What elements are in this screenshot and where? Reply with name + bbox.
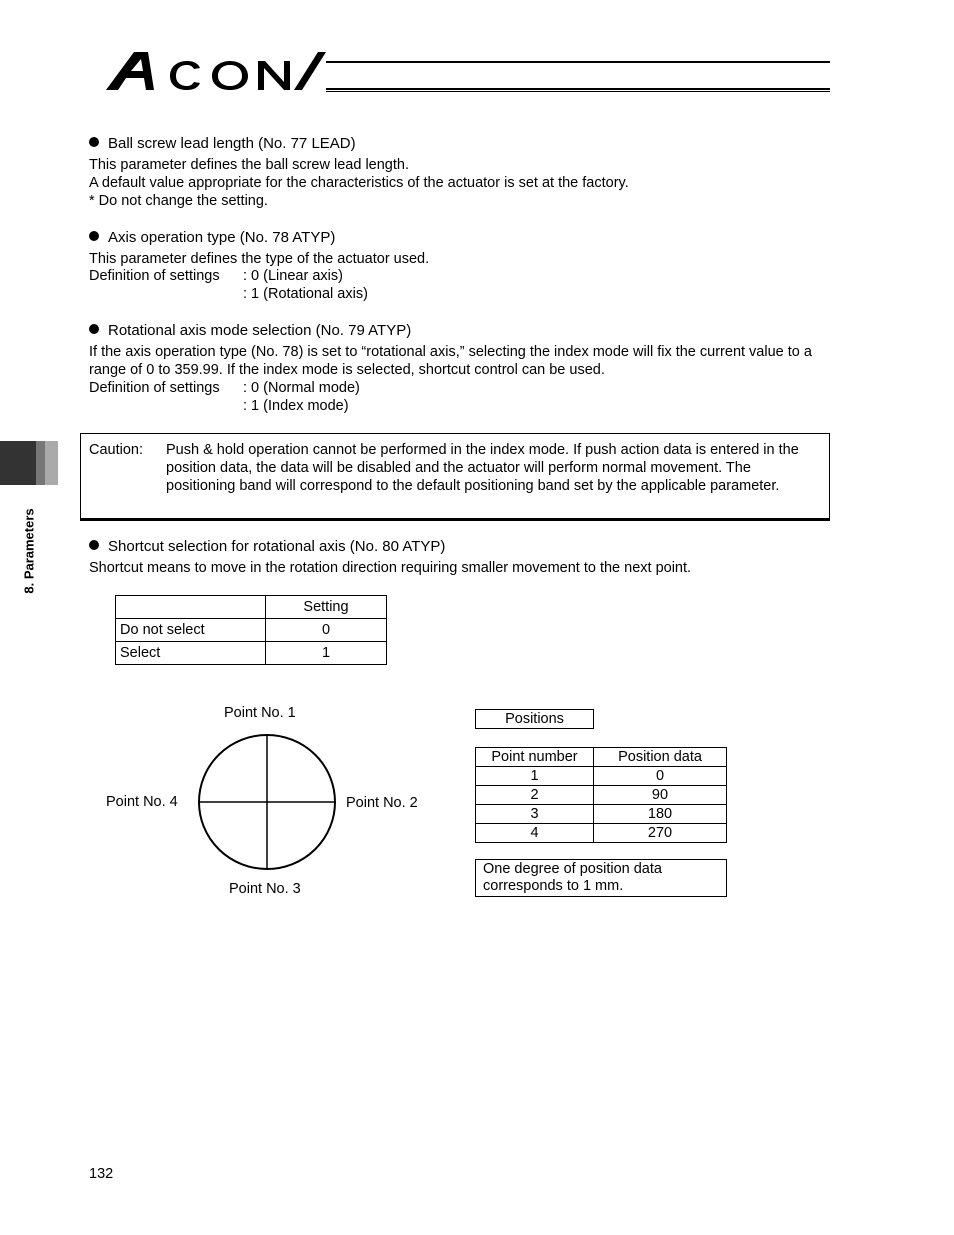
table-cell: Select xyxy=(116,642,266,665)
table-row xyxy=(476,805,727,824)
table-cell: 3 xyxy=(476,805,594,824)
paragraph-line: range of 0 to 359.99. If the index mode is selected, shortcut control can be used. xyxy=(89,362,605,378)
table-header-cell xyxy=(116,596,266,619)
table-row xyxy=(476,786,727,805)
table-cell: 1 xyxy=(476,767,594,786)
table-row xyxy=(476,824,727,843)
table-cell: 180 xyxy=(594,805,727,824)
table-cell: 270 xyxy=(594,824,727,843)
section-heading-shortcut: Shortcut selection for rotational axis (No. 80 ATYP) xyxy=(89,538,445,556)
table-header-row xyxy=(476,748,727,767)
bullet-icon xyxy=(89,540,99,550)
setting-table xyxy=(115,595,387,665)
definition-label: Definition of settings xyxy=(89,268,220,284)
section-heading-rot-mode: Rotational axis mode selection (No. 79 ATYP) xyxy=(89,322,411,340)
side-tab-marker-mid xyxy=(36,441,45,485)
table-cell: 90 xyxy=(594,786,727,805)
paragraph-line: If the axis operation type (No. 78) is set to “rotational axis,” selecting the index mode will fix the current value to a xyxy=(89,344,812,360)
table-cell: Do not select xyxy=(116,619,266,642)
bullet-icon xyxy=(89,324,99,334)
table-header-cell: Setting xyxy=(266,596,387,619)
rotation-diagram xyxy=(196,732,342,874)
table-row xyxy=(116,642,387,665)
paragraph-line: A default value appropriate for the characteristics of the actuator is set at the factory. xyxy=(89,175,629,191)
definition-label: Definition of settings xyxy=(89,380,220,396)
definition-option: : 1 (Rotational axis) xyxy=(243,286,368,302)
acon-logo xyxy=(104,48,326,94)
positions-table xyxy=(475,747,727,843)
table-cell: 2 xyxy=(476,786,594,805)
caution-label: Caution: xyxy=(89,442,144,458)
definition-option: : 0 (Normal mode) xyxy=(243,380,360,396)
definition-option: : 1 (Index mode) xyxy=(243,398,349,414)
caution-text: Push & hold operation cannot be performed in the index mode. If push action data is entered in the position data, the data will be disabled and the actuator will perform normal movement. The positioning band will correspond to the default positioning band set by the applicable parameter. xyxy=(166,442,799,494)
section-heading-atyp: Axis operation type (No. 78 ATYP) xyxy=(89,229,335,247)
position-note-box xyxy=(475,859,727,897)
table-cell: 4 xyxy=(476,824,594,843)
header-rule-bottom-thin xyxy=(326,91,830,92)
paragraph-line: This parameter defines the ball screw lead length. xyxy=(89,157,409,173)
definition-option: : 0 (Linear axis) xyxy=(243,268,343,284)
table-cell: 0 xyxy=(594,767,727,786)
table-header-cell: Position data xyxy=(594,748,727,767)
point-label-1: Point No. 1 xyxy=(224,705,296,721)
point-label-3: Point No. 3 xyxy=(229,881,301,897)
paragraph-line: This parameter defines the type of the actuator used. xyxy=(89,251,430,267)
header-rule-top xyxy=(326,61,830,63)
section-heading-lead: Ball screw lead length (No. 77 LEAD) xyxy=(89,135,356,153)
table-header-cell: Point number xyxy=(476,748,594,767)
table-cell: 1 xyxy=(266,642,387,665)
bullet-icon xyxy=(89,231,99,241)
position-note-text: One degree of position data corresponds to 1 mm. xyxy=(483,861,662,894)
table-row xyxy=(476,767,727,786)
point-label-4: Point No. 4 xyxy=(106,794,178,810)
bullet-icon xyxy=(89,137,99,147)
side-tab-marker-light xyxy=(45,441,58,485)
paragraph-line: * Do not change the setting. xyxy=(89,193,268,209)
page-number: 132 xyxy=(89,1166,114,1182)
side-tab-marker xyxy=(0,441,36,485)
caution-box xyxy=(80,433,830,519)
point-label-2: Point No. 2 xyxy=(346,795,418,811)
table-header-row xyxy=(116,596,387,619)
header-rule-bottom xyxy=(326,88,830,90)
table-row xyxy=(116,619,387,642)
positions-caption: Positions xyxy=(475,709,594,729)
paragraph-line: Shortcut means to move in the rotation direction requiring smaller movement to the next point. xyxy=(89,560,692,576)
table-cell: 0 xyxy=(266,619,387,642)
